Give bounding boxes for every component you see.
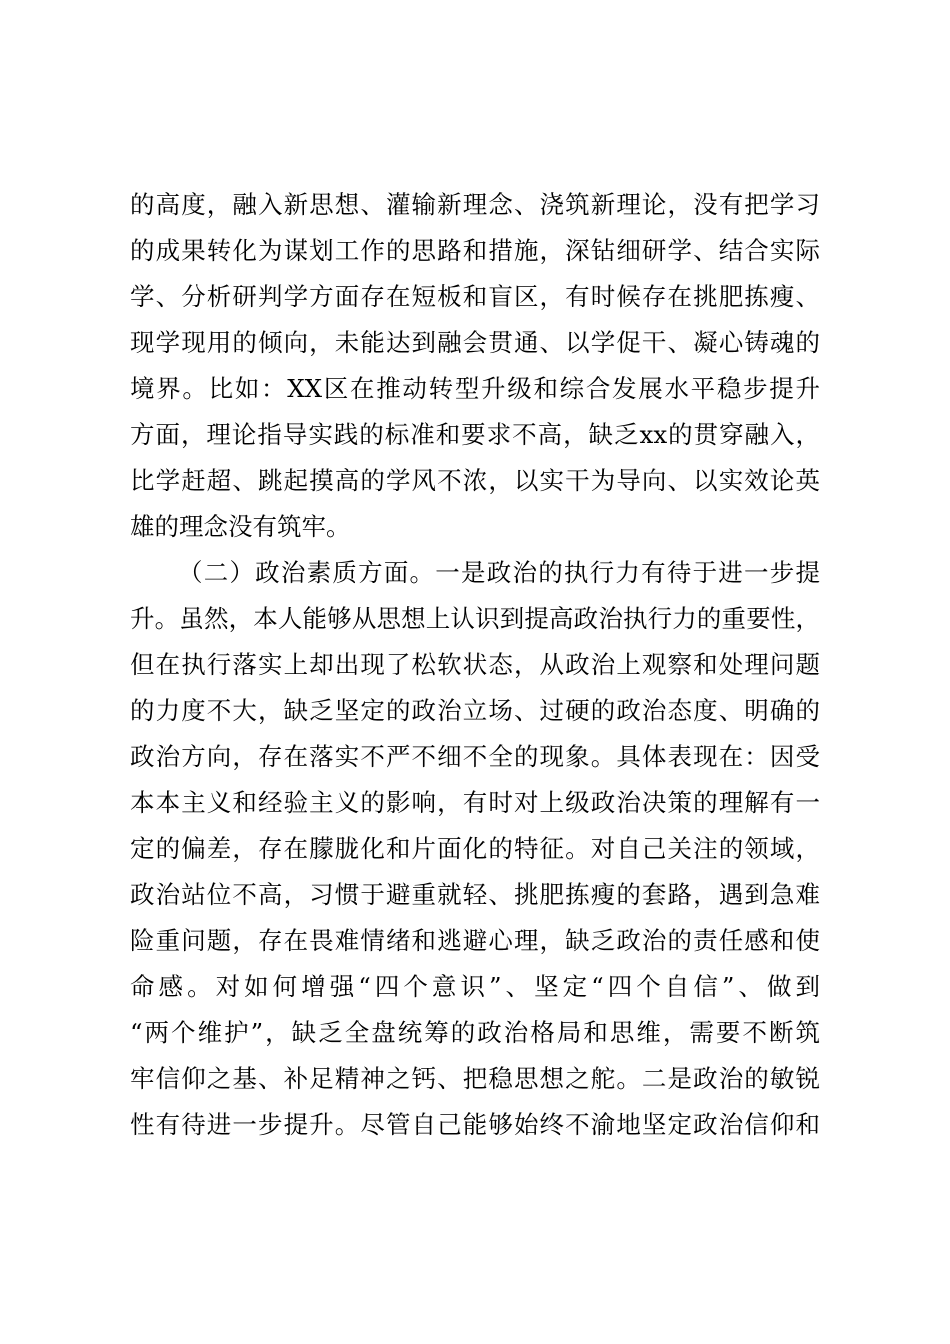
- line-text: 但在执行落实上却出现了松软状态，从政治上观察和处理问题: [130, 650, 820, 679]
- line-text: 雄的理念没有筑牢。: [130, 512, 351, 541]
- line-text: 现学现用的倾向，未能达到融会贯通、以学促干、凝心铸魂的: [130, 328, 820, 357]
- line-text: 比学赶超、跳起摸高的学风不浓，以实干为导向、以实效论英: [130, 466, 820, 495]
- line-text: 本本主义和经验主义的影响，有时对上级政治决策的理解有一: [130, 788, 820, 817]
- line-text: 牢信仰之基、补足精神之钙、把稳思想之舵。二是政治的敏锐: [130, 1064, 820, 1093]
- paragraph-line: [130, 187, 820, 223]
- paragraph-line: [130, 279, 820, 315]
- line-text: （二）政治素质方面。一是政治的执行力有待于进一步提: [178, 558, 820, 587]
- line-text: 命感。对如何增强“四个意识”、坚定“四个自信”、做到: [130, 972, 820, 1001]
- line-text: 的力度不大，缺乏坚定的政治立场、过硬的政治态度、明确的: [130, 696, 820, 725]
- line-text: 学、分析研判学方面存在短板和盲区，有时候存在挑肥拣瘦、: [130, 282, 820, 311]
- paragraph-line: [130, 601, 820, 637]
- section-heading-line: [178, 555, 820, 591]
- line-text: 性有待进一步提升。尽管自己能够始终不渝地坚定政治信仰和: [130, 1110, 820, 1139]
- line-text: 政治方向，存在落实不严不细不全的现象。具体表现在：因受: [130, 742, 820, 771]
- line-text: “两个维护”，缺乏全盘统筹的政治格局和思维，需要不断筑: [130, 1018, 820, 1047]
- paragraph-line: [130, 1107, 820, 1143]
- paragraph-line: [130, 739, 820, 775]
- paragraph-line: [130, 877, 820, 913]
- paragraph-line: [130, 509, 820, 545]
- paragraph-line: [130, 325, 820, 361]
- paragraph-line: [130, 417, 820, 453]
- line-text: 境界。比如：XX区在推动转型升级和综合发展水平稳步提升: [130, 374, 820, 403]
- line-text: 政治站位不高，习惯于避重就轻、挑肥拣瘦的套路，遇到急难: [130, 880, 820, 909]
- paragraph-line: [130, 647, 820, 683]
- paragraph-line: [130, 371, 820, 407]
- paragraph-line: [130, 1061, 820, 1097]
- line-text: 升。虽然，本人能够从思想上认识到提高政治执行力的重要性，: [130, 604, 820, 633]
- paragraph-line: [130, 1015, 820, 1051]
- line-text: 的成果转化为谋划工作的思路和措施，深钻细研学、结合实际: [130, 236, 820, 265]
- line-text: 方面，理论指导实践的标准和要求不高，缺乏xx的贯穿融入，: [130, 420, 820, 449]
- paragraph-line: [130, 969, 820, 1005]
- paragraph-line: [130, 831, 820, 867]
- line-text: 定的偏差，存在朦胧化和片面化的特征。对自己关注的领域，: [130, 834, 820, 863]
- paragraph-line: [130, 785, 820, 821]
- line-text: 险重问题，存在畏难情绪和逃避心理，缺乏政治的责任感和使: [130, 926, 820, 955]
- paragraph-line: [130, 463, 820, 499]
- line-text: 的高度，融入新思想、灌输新理念、浇筑新理论，没有把学习: [130, 190, 820, 219]
- paragraph-line: [130, 923, 820, 959]
- paragraph-line: [130, 233, 820, 269]
- paragraph-line: [130, 693, 820, 729]
